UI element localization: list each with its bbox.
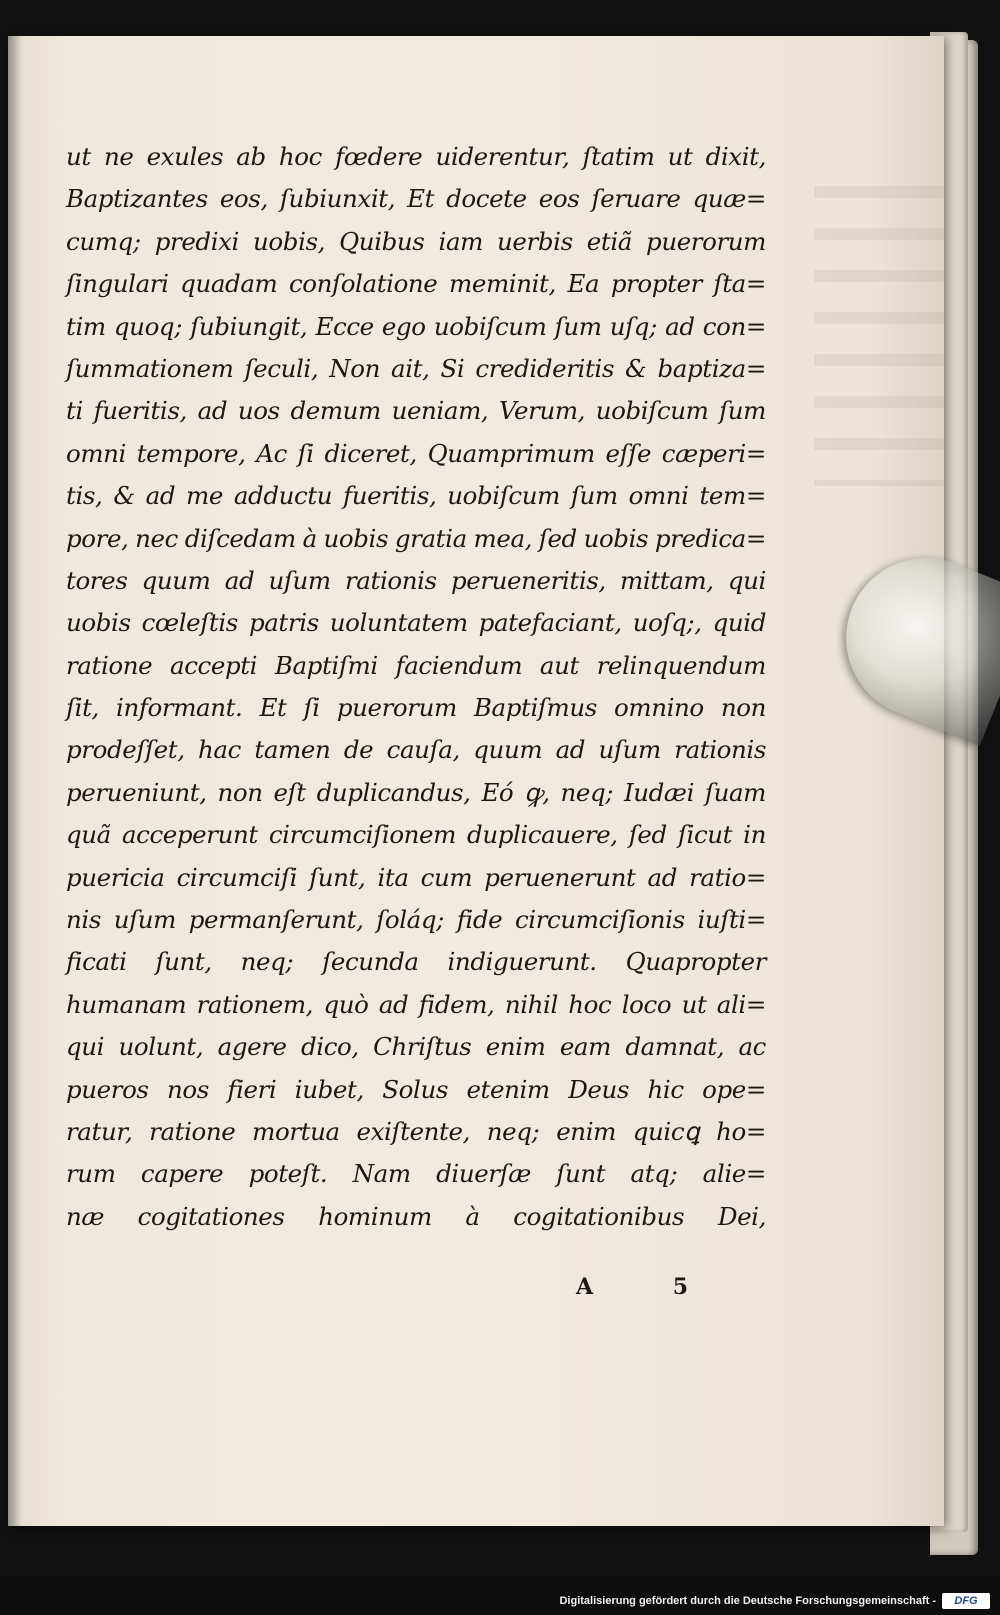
book-page — [8, 36, 944, 1526]
text-line: cumq; predixi uobis, Quibus iam uerbis etiã puerorum — [66, 226, 766, 256]
text-line: puericia circumciſi ſunt, ita cum peruenerunt ad ratio= — [66, 862, 766, 892]
text-line: pore, nec diſcedam à uobis gratia mea, ſed uobis predica= — [66, 523, 766, 553]
body-text — [66, 136, 766, 1238]
text-line: ſingulari quadam conſolatione meminit, Ea propter ſta= — [66, 269, 766, 299]
footer-bar — [0, 1575, 1000, 1615]
text-line: tores quum ad uſum rationis perueneritis, mittam, qui — [66, 565, 766, 595]
text-line: ratione accepti Baptiſmi faciendum aut relinquendum — [66, 650, 766, 680]
text-line: uobis cœleſtis patris uoluntatem patefaciant, uoſq;, quid — [66, 608, 766, 638]
bleed-through — [814, 186, 944, 486]
signature-mark: A 5 — [576, 1274, 725, 1300]
dfg-logo: DFG — [942, 1593, 990, 1609]
text-line: Baptizantes eos, ſubiunxit, Et docete eos ſeruare quæ= — [66, 184, 766, 214]
text-line: humanam rationem, quò ad fidem, nihil hoc loco ut ali= — [66, 989, 766, 1019]
text-line: tis, & ad me adductu fueritis, uobiſcum ſum omni tem= — [66, 481, 766, 511]
text-line: pueros nos fieri iubet, Solus etenim Deus hic ope= — [66, 1074, 766, 1104]
text-line: omni tempore, Ac ſi diceret, Quamprimum eſſe cæperi= — [66, 438, 766, 468]
text-line: ſummationem ſeculi, Non ait, Si credideritis & baptiza= — [66, 353, 766, 383]
text-line: nis uſum permanſerunt, ſoláq; fide circumciſionis iuſti= — [66, 905, 766, 935]
text-line: tim quoq; ſubiungit, Ecce ego uobiſcum ſum uſq; ad con= — [66, 311, 766, 341]
funding-credit: Digitalisierung gefördert durch die Deutsche Forschungsgemeinschaft - — [559, 1595, 936, 1607]
text-line: ſit, informant. Et ſi puerorum Baptiſmus omnino non — [66, 693, 766, 723]
text-line: ficati ſunt, neq; ſecunda indiguerunt. Quapropter — [66, 947, 766, 977]
text-line: ut ne exules ab hoc fœdere uiderentur, ſtatim ut dixit, — [66, 142, 766, 171]
text-line: quã acceperunt circumciſionem duplicauere, ſed ſicut in — [66, 820, 766, 850]
text-line: qui uolunt, agere dico, Chriſtus enim eam damnat, ac — [66, 1032, 766, 1062]
text-line: ti fueritis, ad uos demum ueniam, Verum, uobiſcum ſum — [66, 396, 766, 426]
text-line: rum capere poteſt. Nam diuerſæ ſunt atq; alie= — [66, 1159, 766, 1189]
text-line: ratur, ratione mortua exiſtente, neq; enim quicꝗ ho= — [66, 1116, 766, 1146]
text-line: næ cogitationes hominum à cogitationibus Dei, — [66, 1201, 766, 1231]
text-line: prodeſſet, hac tamen de cauſa, quum ad uſum rationis — [66, 735, 766, 765]
text-line: perueniunt, non eſt duplicandus, Eó ꝙ, neq; Iudæi ſuam — [66, 777, 766, 807]
